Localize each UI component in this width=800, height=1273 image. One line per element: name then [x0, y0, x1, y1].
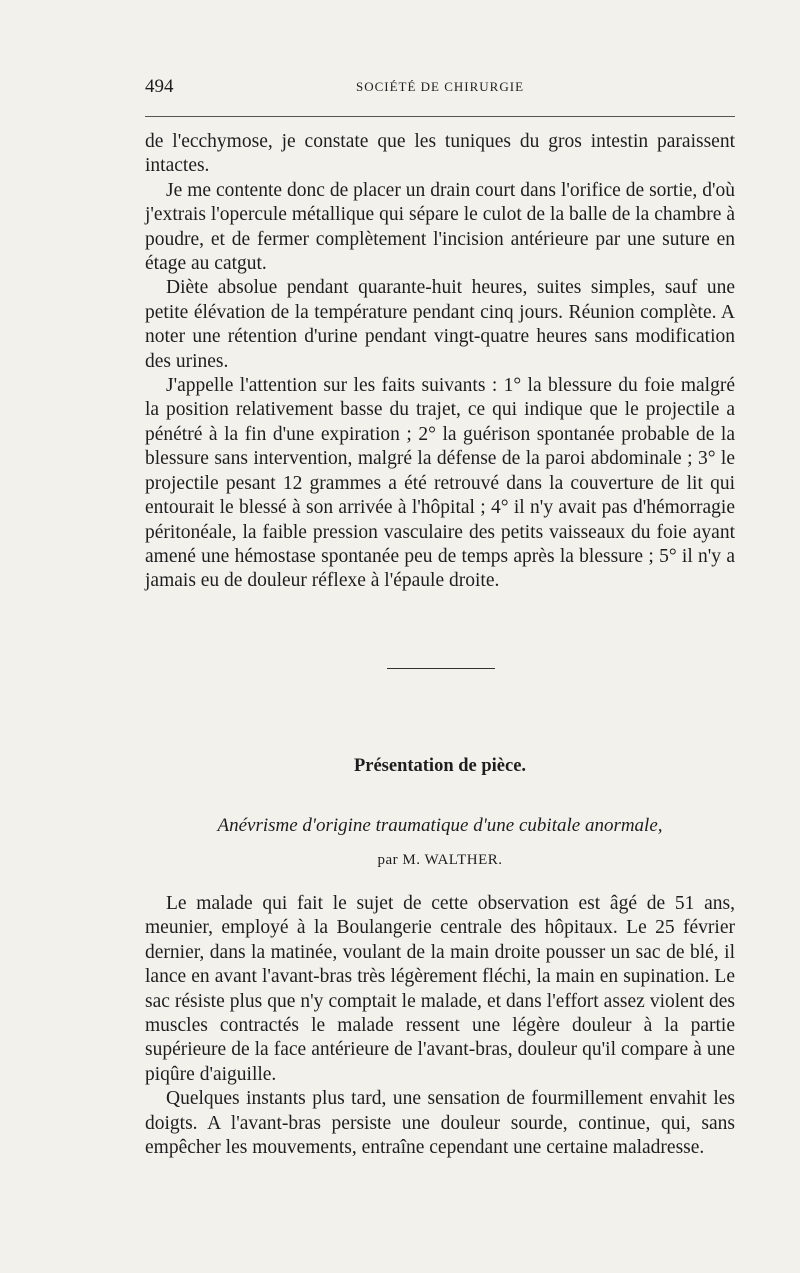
text-block-observation	[145, 892, 735, 1160]
paragraph: Quelques instants plus tard, une sensation de fourmillement envahit les doigts. A l'avant-bras persiste une douleur sourde, continue, qui, sans empêcher les mouvements, entraîne cependant une certaine maladresse.	[145, 1088, 735, 1159]
author-byline: par M. WALTHER.	[377, 852, 503, 868]
paragraph: Je me contente donc de placer un drain court dans l'orifice de sortie, d'où j'extrais l'opercule métallique qui sépare le culot de la balle de la chambre à poudre, et de fermer complètement l'incision antérieure par une suture en étage au catgut.	[145, 179, 735, 275]
header-rule	[145, 116, 735, 117]
section-heading: Présentation de pièce.	[353, 756, 527, 776]
paragraph: J'appelle l'attention sur les faits suivants : 1° la blessure du foie malgré la position relativement basse du trajet, ce qui indique que le projectile a pénétré à la fin d'une expiration ; 2° la guérison spontanée probable de la blessure sans intervention, malgré la défense de la paroi abdominale ; 3° le projectile pesant 12 grammes a été retrouvé dans la couverture de lit qui entourait le blessé à son arrivée à l'hôpital ; 4° il n'y avait pas d'hémorragie péritonéale, la faible pression vasculaire des petits vaisseaux du foie ayant amené une hémostase spontanée peu de temps après la blessure ; 5° il n'y a jamais eu de douleur réflexe à l'épaule droite.	[145, 375, 735, 592]
page-number: 494	[145, 76, 174, 97]
article-title: Anévrisme d'origine traumatique d'une cubitale anormale,	[217, 815, 663, 836]
section-divider	[387, 668, 495, 669]
paragraph: Diète absolue pendant quarante-huit heures, suites simples, sauf une petite élévation de la température pendant cinq jours. Réunion complète. A noter une rétention d'urine pendant vingt-quatre heures sans modification des urines.	[145, 277, 735, 372]
running-title: SOCIÉTÉ DE CHIRURGIE	[355, 79, 525, 94]
page-header	[145, 76, 735, 100]
paragraph: de l'ecchymose, je constate que les tuniques du gros intestin paraissent intactes.	[145, 131, 735, 177]
text-block-case-report	[145, 130, 735, 594]
paragraph: Le malade qui fait le sujet de cette observation est âgé de 51 ans, meunier, employé à la Boulangerie centrale des hôpitaux. Le 25 février dernier, dans la matinée, voulant de la main droite pousser un sac de blé, il lance en avant l'avant-bras très légèrement fléchi, la main en supination. Le sac résiste plus que n'y comptait le malade, et dans l'effort assez violent des muscles contractés le malade ressent une légère douleur à la partie supérieure de la face antérieure de l'avant-bras, douleur qu'il compare à une piqûre d'aiguille.	[145, 893, 735, 1085]
